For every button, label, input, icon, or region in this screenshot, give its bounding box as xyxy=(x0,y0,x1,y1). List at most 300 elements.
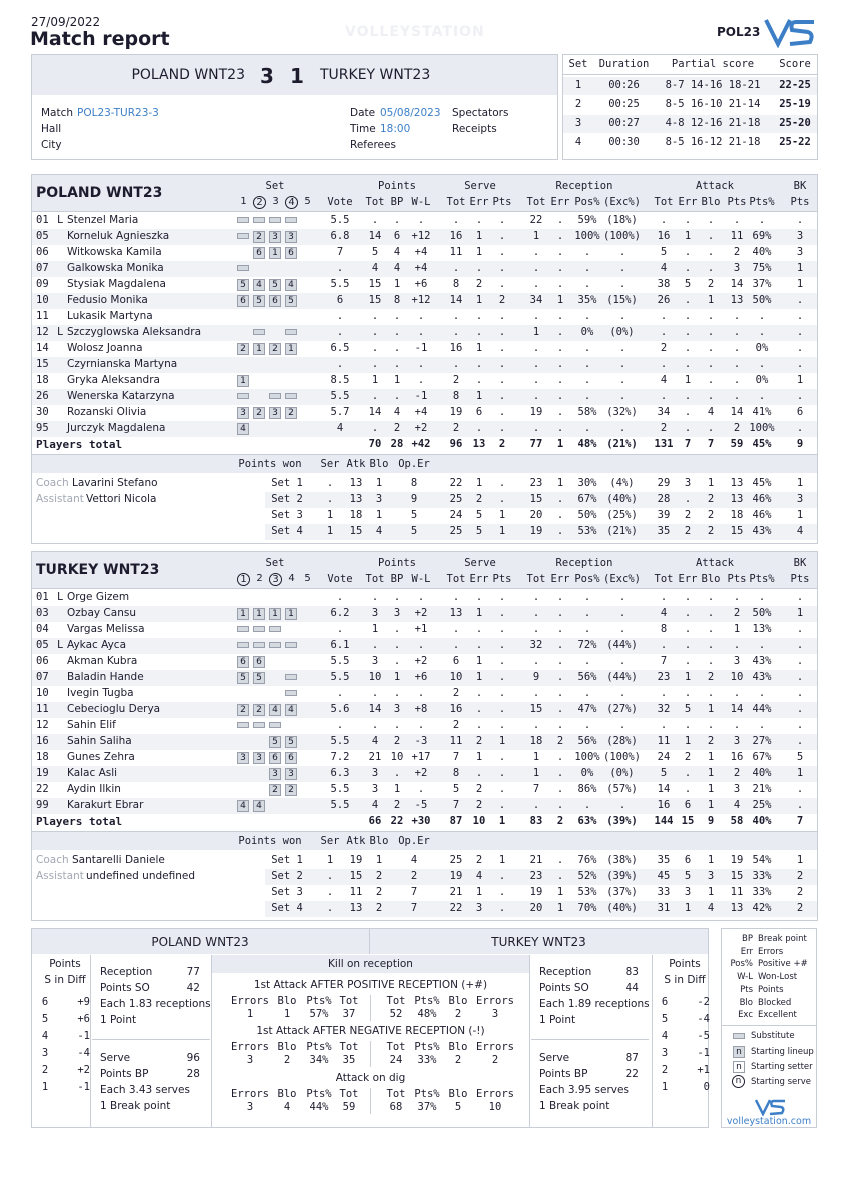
starting-position: 4 xyxy=(237,423,249,435)
kill-value: 35 xyxy=(342,1054,356,1066)
set-stat-cell: 5 xyxy=(475,509,483,521)
stat-cell: 2 xyxy=(660,422,668,434)
set-number-circle: 1 xyxy=(237,573,250,586)
player-name: Orge Gizem xyxy=(67,591,130,603)
diff-value: -1 xyxy=(77,1081,90,1093)
sets-table-cell: 25-22 xyxy=(779,136,811,148)
summary-away-name: TURKEY WNT23 xyxy=(491,935,586,949)
kill-subtitle: 1st Attack AFTER NEGATIVE RECEPTION (-!) xyxy=(256,1025,485,1037)
col-header: Err xyxy=(469,573,489,585)
stat-cell: 15 xyxy=(529,703,543,715)
stat-cell: 56% xyxy=(577,735,597,747)
stat-cell: . xyxy=(796,623,804,635)
receipts-label: Receipts xyxy=(452,123,497,135)
stat-cell: 2 xyxy=(707,278,715,290)
set-stat-cell: 19 xyxy=(349,854,363,866)
starting-position: 2 xyxy=(285,784,297,796)
total-cell: 2 xyxy=(498,438,506,450)
stat-cell: . xyxy=(417,310,425,322)
substitute-mark xyxy=(237,722,249,728)
set-stat-cell: 1 xyxy=(375,854,383,866)
starting-position: 1 xyxy=(285,608,297,620)
diff-set: 6 xyxy=(41,996,49,1008)
starting-position: 5 xyxy=(269,736,281,748)
set-stat-cell: Set 3 xyxy=(271,509,303,521)
starting-position: 3 xyxy=(269,407,281,419)
stat-cell: 22 xyxy=(529,214,543,226)
stat-cell: 5 xyxy=(684,703,692,715)
set-number: 1 xyxy=(240,196,247,207)
stat-cell: (28%) xyxy=(606,735,638,747)
stat-cell: 1 xyxy=(393,783,401,795)
stat-cell: 1 xyxy=(796,262,804,274)
stat-cell: . xyxy=(556,591,564,603)
diff-set: 1 xyxy=(41,1081,49,1093)
stat-cell: . xyxy=(417,214,425,226)
stat-cell: . xyxy=(452,639,460,651)
col-header-points: Points xyxy=(378,180,416,192)
stat-cell: 3 xyxy=(393,703,401,715)
stat-cell: . xyxy=(583,422,591,434)
substitute-mark xyxy=(285,674,297,680)
stat-cell: 2 xyxy=(393,735,401,747)
set-stat-cell: (4%) xyxy=(609,477,635,489)
starting-position: 4 xyxy=(285,704,297,716)
stat-cell: 44% xyxy=(752,703,772,715)
set-stat-cell: (38%) xyxy=(606,854,638,866)
stat-cell: 8 xyxy=(660,623,668,635)
stat-cell: . xyxy=(660,310,668,322)
stat-cell: 0% xyxy=(755,374,769,386)
match-code: POL23-TUR23-3 xyxy=(77,107,159,119)
stat-cell: 8.5 xyxy=(330,374,350,386)
set-stat-cell: 39 xyxy=(657,509,671,521)
stat-cell: 34 xyxy=(529,294,543,306)
divider xyxy=(531,1039,649,1040)
set-number: 5 xyxy=(304,196,311,207)
stat-cell: . xyxy=(498,703,506,715)
player-number: 95 xyxy=(36,422,49,434)
stat-cell: . xyxy=(393,390,401,402)
stat-cell: . xyxy=(532,246,540,258)
stat-cell: . xyxy=(336,623,344,635)
col-header-points: Points xyxy=(378,557,416,569)
stat-cell: . xyxy=(498,374,506,386)
player-name: Sahin Saliha xyxy=(67,735,132,747)
stat-cell: . xyxy=(583,799,591,811)
stat-cell: 35% xyxy=(577,294,597,306)
starting-position: 6 xyxy=(237,656,249,668)
legend-desc: Won-Lost xyxy=(758,972,798,983)
sets-table-cell: 00:30 xyxy=(608,136,640,148)
stat-cell: . xyxy=(733,687,741,699)
total-cell: 131 xyxy=(654,438,674,450)
stat-cell: 19 xyxy=(449,406,463,418)
stat-cell: . xyxy=(707,422,715,434)
reception-value: 83 xyxy=(625,966,639,978)
stat-cell: . xyxy=(583,278,591,290)
stat-cell: . xyxy=(556,262,564,274)
stat-cell: . xyxy=(371,687,379,699)
serve-value: 87 xyxy=(625,1052,639,1064)
set-stat-cell: 6 xyxy=(684,854,692,866)
set-stat-cell: 1 xyxy=(375,509,383,521)
set-stat-cell: Set 1 xyxy=(271,477,303,489)
stat-cell: 1 xyxy=(707,799,715,811)
away-team-name: TURKEY WNT23 xyxy=(320,67,431,83)
report-date: 27/09/2022 xyxy=(31,15,101,29)
player-number: 05 xyxy=(36,230,49,242)
stat-cell: 100% xyxy=(574,230,600,242)
set-stat-cell: . xyxy=(556,854,564,866)
stat-cell: . xyxy=(733,310,741,322)
diff-set: 4 xyxy=(661,1030,669,1042)
stat-cell: (18%) xyxy=(606,214,638,226)
stat-cell: -5 xyxy=(414,799,428,811)
stat-cell: . xyxy=(556,230,564,242)
stat-cell: 14 xyxy=(368,406,382,418)
sets-table-header: Set xyxy=(568,58,588,70)
stat-cell: 11 xyxy=(449,246,463,258)
stat-cell: 21 xyxy=(368,751,382,763)
kill-value: 4 xyxy=(283,1101,291,1113)
col-header: W-L xyxy=(411,196,431,208)
stat-cell: . xyxy=(556,607,564,619)
player-name: Szczyglowska Aleksandra xyxy=(67,326,202,338)
col-header: Err xyxy=(550,573,570,585)
kill-value: 1 xyxy=(283,1008,291,1020)
stat-cell: . xyxy=(660,358,668,370)
coach-label: Coach xyxy=(36,854,69,866)
stat-cell: . xyxy=(475,262,483,274)
stat-cell: 1 xyxy=(475,294,483,306)
points-bp-label: Points BP xyxy=(539,1068,588,1080)
kill-value: 2 xyxy=(491,1054,499,1066)
starting-position: 5 xyxy=(237,279,249,291)
stat-cell: 4 xyxy=(393,406,401,418)
total-cell: 1 xyxy=(556,438,564,450)
stat-cell: . xyxy=(475,767,483,779)
stat-cell: . xyxy=(796,294,804,306)
legend-desc: Excellent xyxy=(758,1010,797,1021)
substitute-mark xyxy=(269,642,281,648)
total-cell: (39%) xyxy=(606,815,638,827)
stat-cell: . xyxy=(371,719,379,731)
points-won-header: Points won xyxy=(238,835,302,847)
diff-value: +6 xyxy=(77,1013,90,1025)
stat-cell: 5.5 xyxy=(330,799,350,811)
stat-cell: . xyxy=(371,390,379,402)
stat-cell: 5 xyxy=(371,246,379,258)
stat-cell: 13% xyxy=(752,623,772,635)
kill-header: Pts% xyxy=(306,1041,332,1053)
stat-cell: . xyxy=(475,326,483,338)
stat-cell: . xyxy=(371,358,379,370)
sets-table-cell: 22-25 xyxy=(779,79,811,91)
starting-position: 1 xyxy=(253,343,265,355)
serve-label: Serve xyxy=(100,1052,131,1064)
stat-cell: . xyxy=(707,719,715,731)
stat-cell: 5 xyxy=(796,751,804,763)
player-name: Stysiak Magdalena xyxy=(67,278,166,290)
stat-cell: 8 xyxy=(452,278,460,290)
stat-cell: . xyxy=(532,390,540,402)
set-stat-cell: 19 xyxy=(529,886,543,898)
kill-header: Tot xyxy=(339,1088,359,1100)
stat-cell: . xyxy=(532,262,540,274)
starting-position: 1 xyxy=(285,343,297,355)
set-stat-cell: 19 xyxy=(529,525,543,537)
stat-cell: . xyxy=(498,230,506,242)
stat-cell: . xyxy=(556,390,564,402)
reception-value: 77 xyxy=(186,966,200,978)
stat-cell: . xyxy=(556,671,564,683)
col-header: (Exc%) xyxy=(603,573,641,585)
col-header: Pos% xyxy=(574,573,600,585)
stat-cell: (27%) xyxy=(606,703,638,715)
stat-cell: . xyxy=(758,310,766,322)
substitute-mark xyxy=(237,642,249,648)
stat-cell: . xyxy=(498,390,506,402)
stat-cell: . xyxy=(796,799,804,811)
set-stat-cell: 2 xyxy=(796,886,804,898)
stat-cell: . xyxy=(684,422,692,434)
set-stat-cell: 1 xyxy=(498,525,506,537)
total-cell: 59 xyxy=(730,438,744,450)
assistant-label: Assistant xyxy=(36,870,84,882)
set-number-circle: 4 xyxy=(285,196,298,209)
stat-cell: . xyxy=(475,358,483,370)
stat-cell: . xyxy=(498,639,506,651)
kill-header: Pts% xyxy=(414,995,440,1007)
stat-cell: . xyxy=(371,326,379,338)
stat-cell: . xyxy=(371,214,379,226)
stat-cell: . xyxy=(393,623,401,635)
points-won-header: Ser xyxy=(320,458,340,470)
stat-cell: . xyxy=(498,655,506,667)
set-stat-cell: 35 xyxy=(657,854,671,866)
stat-cell: +2 xyxy=(414,607,428,619)
starting-position: 6 xyxy=(285,247,297,259)
starting-position: 6 xyxy=(285,752,297,764)
stat-cell: . xyxy=(498,687,506,699)
set-stat-cell: 22 xyxy=(449,902,463,914)
stat-cell: . xyxy=(417,719,425,731)
stat-cell: 10 xyxy=(390,751,404,763)
stat-cell: 1 xyxy=(475,230,483,242)
stat-cell: . xyxy=(684,591,692,603)
kill-header: Errors xyxy=(231,995,269,1007)
points-subtitle: S in Diff xyxy=(664,974,706,986)
set-stat-cell: 2 xyxy=(796,870,804,882)
stat-cell: 14 xyxy=(449,294,463,306)
stat-cell: . xyxy=(733,639,741,651)
set-stat-cell: 1 xyxy=(498,509,506,521)
points-won-header: Blo xyxy=(369,835,389,847)
player-name: Baladin Hande xyxy=(67,671,144,683)
sets-table-cell: 00:26 xyxy=(608,79,640,91)
stat-cell: . xyxy=(796,655,804,667)
diff-set: 2 xyxy=(661,1064,669,1076)
starting-lineup-swatch: n xyxy=(733,1046,745,1058)
stat-cell: 4 xyxy=(393,262,401,274)
stat-cell: 1 xyxy=(556,294,564,306)
set-stat-cell: 8 xyxy=(410,477,418,489)
stat-cell: . xyxy=(684,687,692,699)
set-stat-cell: 2 xyxy=(707,525,715,537)
player-name: Aykac Ayca xyxy=(67,639,127,651)
stat-cell: . xyxy=(498,671,506,683)
col-header-set: Set xyxy=(265,557,285,569)
starting-position: 1 xyxy=(253,608,265,620)
stat-cell: +2 xyxy=(414,422,428,434)
stat-cell: +8 xyxy=(414,703,428,715)
kill-header: Errors xyxy=(476,1041,514,1053)
stat-cell: 3 xyxy=(371,783,379,795)
stat-cell: . xyxy=(796,390,804,402)
stat-cell: . xyxy=(796,735,804,747)
col-header: Err xyxy=(678,196,698,208)
stat-cell: . xyxy=(618,246,626,258)
set-stat-cell: 53% xyxy=(577,525,597,537)
stat-cell: 1 xyxy=(475,246,483,258)
stat-cell: . xyxy=(475,687,483,699)
set-stat-cell: 5 xyxy=(684,870,692,882)
total-cell: 28 xyxy=(390,438,404,450)
col-header: Tot xyxy=(654,196,674,208)
col-header: Pts xyxy=(492,573,512,585)
stat-cell: 2 xyxy=(733,246,741,258)
total-cell: 7 xyxy=(707,438,715,450)
set-stat-cell: 11 xyxy=(349,886,363,898)
set-stat-cell: 15 xyxy=(349,525,363,537)
stat-cell: . xyxy=(475,374,483,386)
stat-cell: 1 xyxy=(532,230,540,242)
kill-value: 48% xyxy=(417,1008,437,1020)
reception-point: 1 Point xyxy=(539,1014,576,1026)
stat-cell: (0%) xyxy=(609,767,635,779)
diff-value: -4 xyxy=(697,1013,710,1025)
stat-cell: . xyxy=(796,422,804,434)
set-stat-cell: 1 xyxy=(796,854,804,866)
home-sets-won: 3 xyxy=(260,64,274,88)
set-stat-cell: 1 xyxy=(375,477,383,489)
assistant-name: Vettori Nicola xyxy=(86,493,157,505)
stat-cell: . xyxy=(498,623,506,635)
stat-cell: . xyxy=(618,687,626,699)
set-stat-cell: 2 xyxy=(796,902,804,914)
col-header: Err xyxy=(469,196,489,208)
player-name: Wolosz Joanna xyxy=(67,342,143,354)
sets-table-cell: 4 xyxy=(574,136,582,148)
set-stat-cell: 3 xyxy=(475,902,483,914)
stat-cell: 7 xyxy=(336,246,344,258)
stat-cell: 5 xyxy=(452,783,460,795)
set-stat-cell: 2 xyxy=(375,870,383,882)
assistant-label: Assistant xyxy=(36,493,84,505)
kill-header: Pts% xyxy=(414,1041,440,1053)
substitute-mark xyxy=(237,626,249,632)
stat-cell: . xyxy=(758,326,766,338)
stat-cell: . xyxy=(393,214,401,226)
kill-header: Tot xyxy=(339,995,359,1007)
starting-position: 4 xyxy=(253,279,265,291)
set-stat-cell: (37%) xyxy=(606,886,638,898)
points-won-header: Ser xyxy=(320,835,340,847)
starting-position: 1 xyxy=(237,375,249,387)
stat-cell: 1 xyxy=(475,390,483,402)
stat-cell: . xyxy=(336,326,344,338)
stat-cell: (32%) xyxy=(606,406,638,418)
player-number: 04 xyxy=(36,623,49,635)
points-won-header: Op.Er xyxy=(398,458,430,470)
col-header: Pts xyxy=(727,196,747,208)
player-number: 10 xyxy=(36,687,49,699)
players-total-label: Players total xyxy=(36,815,123,828)
starting-position: 6 xyxy=(237,295,249,307)
total-cell: 15 xyxy=(681,815,695,827)
stat-cell: 32 xyxy=(529,639,543,651)
stat-cell: 4 xyxy=(660,374,668,386)
set-stat-cell: 1 xyxy=(475,477,483,489)
stat-cell: . xyxy=(393,310,401,322)
total-cell: +42 xyxy=(411,438,431,450)
total-cell: 7 xyxy=(796,815,804,827)
stat-cell: . xyxy=(758,639,766,651)
diff-value: 0 xyxy=(703,1081,710,1093)
stat-cell: 47% xyxy=(577,703,597,715)
substitute-mark xyxy=(253,329,265,335)
kill-value: 57% xyxy=(309,1008,329,1020)
starting-position: 2 xyxy=(269,784,281,796)
set-number: 5 xyxy=(304,573,311,584)
stat-cell: (44%) xyxy=(606,639,638,651)
set-stat-cell: 28 xyxy=(657,493,671,505)
stat-cell: +6 xyxy=(414,671,428,683)
stat-cell: . xyxy=(707,623,715,635)
stat-cell: . xyxy=(733,390,741,402)
libero-mark: L xyxy=(57,639,64,651)
stat-cell: . xyxy=(371,310,379,322)
set-number: 2 xyxy=(256,573,263,584)
col-header: Blo xyxy=(701,573,721,585)
player-number: 26 xyxy=(36,390,49,402)
starting-serve-swatch: n xyxy=(732,1075,745,1088)
set-stat-cell: 33% xyxy=(752,870,772,882)
player-number: 16 xyxy=(36,735,49,747)
coach-name: Lavarini Stefano xyxy=(72,477,158,489)
stat-cell: . xyxy=(618,342,626,354)
kill-value: 10 xyxy=(488,1101,502,1113)
stat-cell: 1 xyxy=(707,703,715,715)
set-stat-cell: 4 xyxy=(410,854,418,866)
stat-cell: . xyxy=(556,358,564,370)
total-cell: 45% xyxy=(752,438,772,450)
stat-cell: . xyxy=(371,342,379,354)
stat-cell: . xyxy=(733,719,741,731)
substitute-mark xyxy=(253,217,265,223)
stat-cell: . xyxy=(475,310,483,322)
stat-cell: . xyxy=(532,278,540,290)
stat-cell: 3 xyxy=(371,607,379,619)
set-stat-cell: 13 xyxy=(349,493,363,505)
set-stat-cell: 25 xyxy=(449,525,463,537)
sets-table-cell: 25-19 xyxy=(779,98,811,110)
set-stat-cell: 13 xyxy=(730,477,744,489)
stat-cell: . xyxy=(475,591,483,603)
stat-cell: . xyxy=(684,310,692,322)
stat-cell: 38 xyxy=(657,278,671,290)
